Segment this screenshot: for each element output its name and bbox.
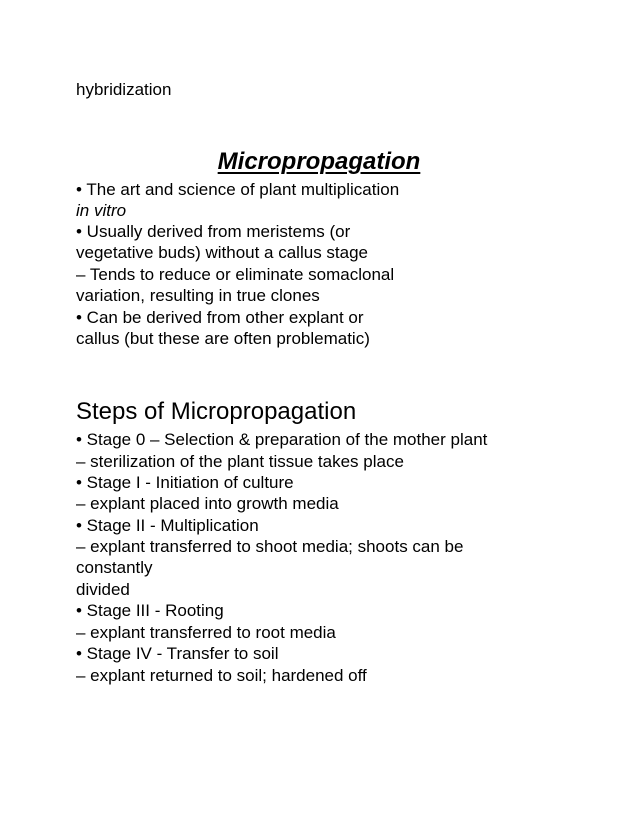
section2-line: constantly (76, 558, 153, 577)
section2-line: • Stage IV - Transfer to soil (76, 644, 279, 663)
section1-line: • Usually derived from meristems (or (76, 222, 351, 241)
hybridization-text: hybridization (76, 80, 172, 99)
section2-line: – explant transferred to shoot media; shoots can be (76, 537, 464, 556)
section1-line: vegetative buds) without a callus stage (76, 243, 369, 262)
section1-line: • Can be derived from other explant or (76, 308, 364, 327)
section2-line: – sterilization of the plant tissue takes place (76, 452, 404, 471)
section2-line: – explant returned to soil; hardened off (76, 666, 367, 685)
section1-line: – Tends to reduce or eliminate somaclonal (76, 265, 395, 284)
section2-line: • Stage III - Rooting (76, 601, 224, 620)
section1-line: • The art and science of plant multiplication (76, 180, 400, 199)
section2-line: divided (76, 580, 130, 599)
steps-heading: Steps of Micropropagation (76, 398, 357, 425)
section2-line: – explant transferred to root media (76, 623, 336, 642)
section1-line: callus (but these are often problematic) (76, 329, 370, 348)
section2-line: • Stage II - Multiplication (76, 516, 259, 535)
micropropagation-heading: Micropropagation (217, 148, 421, 175)
section2-line: • Stage I - Initiation of culture (76, 473, 294, 492)
section2-line: • Stage 0 – Selection & preparation of the mother plant (76, 430, 488, 449)
section1-line: variation, resulting in true clones (76, 286, 320, 305)
section1-line: in vitro (76, 201, 127, 220)
section2-line: – explant placed into growth media (76, 494, 339, 513)
